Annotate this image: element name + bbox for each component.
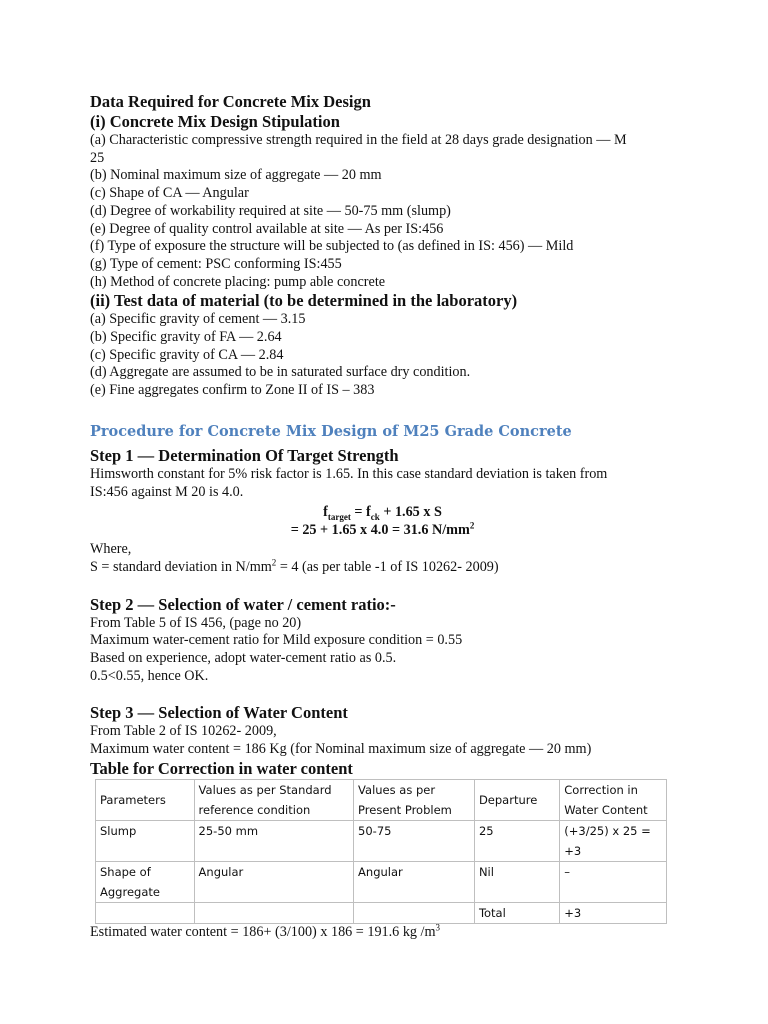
table-cell: +3 — [560, 902, 667, 923]
target-formula-result — [90, 521, 675, 539]
text-part: S = standard deviation in N/mm — [90, 558, 272, 575]
section-subtitle-test-data: (ii) Test data of material (to be determined in the laboratory) — [90, 291, 518, 311]
section-title: Data Required for Concrete Mix Design — [90, 92, 371, 111]
formula-part: + 1.65 x S — [379, 504, 442, 521]
formula-part: f — [323, 504, 328, 521]
table-row — [96, 861, 667, 902]
document-content — [90, 92, 675, 942]
table-cell: 50-75 — [354, 820, 475, 861]
text-part: = 4 (as per table -1 of IS 10262- 2009) — [276, 558, 499, 575]
table-cell — [96, 902, 195, 923]
table-cell: Slump — [96, 820, 195, 861]
step1-text: Himsworth constant for 5% risk factor is 1.65. In this case standard deviation is taken from — [90, 465, 608, 482]
step3-title: Step 3 — Selection of Water Content — [90, 703, 348, 723]
step3-line: Maximum water content = 186 Kg (for Nominal maximum size of aggregate — 20 mm) — [90, 741, 592, 758]
table-cell: Angular — [194, 861, 354, 902]
table-header-cell: Correction in Water Content — [560, 779, 667, 820]
step2-title: Step 2 — Selection of water / cement ratio:- — [90, 594, 396, 614]
table-cell — [194, 902, 354, 923]
table-header-row — [96, 779, 667, 820]
list-item: (b) Nominal maximum size of aggregate — 20 mm — [90, 167, 382, 184]
table-cell: 25-50 mm — [194, 820, 354, 861]
table-cell: Nil — [474, 861, 559, 902]
table-cell: Angular — [354, 861, 475, 902]
step2-line: Based on experience, adopt water-cement ratio as 0.5. — [90, 650, 397, 667]
step1-title: Step 1 — Determination Of Target Strength — [90, 445, 399, 465]
estimated-water-content — [90, 924, 675, 942]
formula-part: = f — [350, 504, 371, 521]
list-item: (b) Specific gravity of FA — 2.64 — [90, 329, 282, 346]
table-cell: Shape of Aggregate — [96, 861, 195, 902]
procedure-title: Procedure for Concrete Mix Design of M25 Grade Concrete — [90, 422, 572, 440]
superscript: 3 — [435, 922, 441, 933]
where-label: Where, — [90, 541, 132, 558]
step2-line: 0.5<0.55, hence OK. — [90, 667, 209, 684]
text-part: Estimated water content = 186+ (3/100) x 186 = 191.6 kg /m — [90, 923, 436, 940]
list-item: (g) Type of cement: PSC conforming IS:455 — [90, 255, 342, 272]
table-header-cell: Departure — [474, 779, 559, 820]
list-item: (c) Shape of CA — Angular — [90, 185, 249, 202]
list-item: (c) Specific gravity of CA — 2.84 — [90, 346, 284, 363]
test-data-list — [90, 311, 675, 400]
table-cell: Total — [474, 902, 559, 923]
formula-superscript: 2 — [469, 520, 475, 531]
formula-part: = 25 + 1.65 x 4.0 = 31.6 N/mm — [290, 522, 470, 539]
superscript: 2 — [271, 557, 277, 568]
formula-subscript: target — [327, 512, 351, 523]
formula-subscript: ck — [370, 512, 380, 523]
list-item: (f) Type of exposure the structure will be subjected to (as defined in IS: 456) — Mild — [90, 238, 574, 255]
list-item: (d) Aggregate are assumed to be in saturated surface dry condition. — [90, 364, 471, 381]
list-item: (a) Specific gravity of cement — 3.15 — [90, 311, 306, 328]
table-cell — [354, 902, 475, 923]
list-item: (e) Degree of quality control available at site — As per IS:456 — [90, 220, 444, 237]
table-header-cell: Values as per Present Problem — [354, 779, 475, 820]
step2-line: From Table 5 of IS 456, (page no 20) — [90, 614, 302, 631]
table-title: Table for Correction in water content — [90, 758, 353, 778]
list-item: (d) Degree of workability required at site — 50-75 mm (slump) — [90, 202, 451, 219]
section-subtitle-stipulation: (i) Concrete Mix Design Stipulation — [90, 112, 340, 131]
list-item: (h) Method of concrete placing: pump able concrete — [90, 273, 386, 290]
stipulation-list — [90, 132, 675, 291]
table-cell: – — [560, 861, 667, 902]
table-row — [96, 820, 667, 861]
list-item: 25 — [90, 149, 105, 166]
step1-text: IS:456 against M 20 is 4.0. — [90, 483, 244, 500]
std-deviation-line — [90, 559, 675, 577]
step2-line: Maximum water-cement ratio for Mild exposure condition = 0.55 — [90, 632, 463, 649]
table-header-cell: Values as per Standard reference condition — [194, 779, 354, 820]
table-row — [96, 902, 667, 923]
list-item: (a) Characteristic compressive strength required in the field at 28 days grade designation — M — [90, 132, 627, 148]
table-cell: 25 — [474, 820, 559, 861]
water-correction-table — [95, 779, 667, 924]
step3-line: From Table 2 of IS 10262- 2009, — [90, 723, 277, 740]
table-cell: (+3/25) x 25 = +3 — [560, 820, 667, 861]
list-item: (e) Fine aggregates confirm to Zone II of IS – 383 — [90, 382, 375, 399]
table-header-cell: Parameters — [96, 779, 195, 820]
target-formula — [90, 503, 675, 521]
